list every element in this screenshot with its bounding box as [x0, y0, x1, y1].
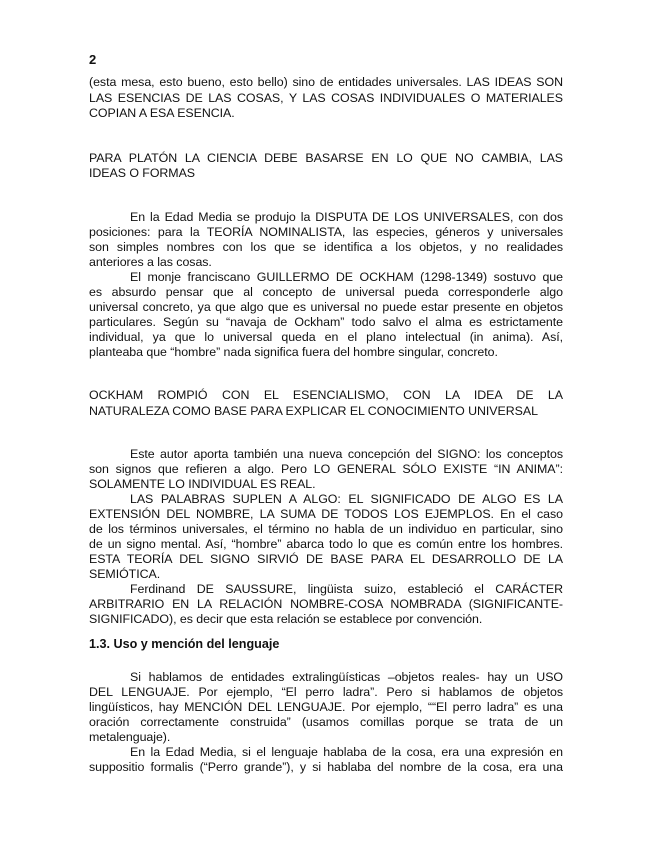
text-line: metalenguaje). — [89, 730, 171, 744]
text-line: PARA PLATÓN LA CIENCIA DEBE BASARSE EN LO QUE NO CAMBIA, LAS — [89, 151, 563, 165]
text-line: de un signo mental. Así, “hombre” abarca todo lo que es común entre los hombres. — [89, 537, 563, 551]
text-line: ARBITRARIO EN LA RELACIÓN NOMBRE-COSA NOMBRADA (SIGNIFICANTE- — [89, 597, 563, 611]
text-line: posiciones: para la TEORÍA NOMINALISTA, las especies, géneros y universales — [89, 225, 563, 239]
text-line: LAS PALABRAS SUPLEN A ALGO: EL SIGNIFICADO DE ALGO ES LA — [130, 492, 563, 506]
text-line: (esta mesa, esto bueno, esto bello) sino de entidades universales. LAS IDEAS SON — [89, 75, 563, 89]
text-line: EXTENSIÓN DEL NOMBRE, LA SUMA DE TODOS LOS EJEMPLOS. En el caso — [89, 507, 563, 521]
text-line: suppositio formalis (“Perro grande”), y si hablaba del nombre de la cosa, era una — [89, 760, 563, 774]
text-line: OCKHAM ROMPIÓ CON EL ESENCIALISMO, CON LA IDEA DE LA — [89, 388, 563, 402]
text-line: Si hablamos de entidades extralingüísticas –objetos reales- hay un USO — [130, 670, 563, 684]
text-line: de los términos universales, el término no habla de un individuo en particular, sino — [89, 522, 563, 536]
text-line: SOLAMENTE LO INDIVIDUAL ES REAL. — [89, 477, 316, 491]
text-line: son simples nombres con los que se identifica a los objetos, y no realidades — [89, 240, 563, 254]
text-line: En la Edad Media, si el lenguaje hablaba de la cosa, era una expresión en — [130, 745, 563, 759]
text-line: universal concreto, ya que algo que es universal no puede estar presente en objetos — [89, 300, 563, 314]
text-line: El monje franciscano GUILLERMO DE OCKHAM (1298-1349) sostuvo que — [130, 270, 563, 284]
page-number: 2 — [89, 52, 97, 67]
text-line: anteriores a las cosas. — [89, 255, 212, 269]
text-line: DEL LENGUAJE. Por ejemplo, “El perro ladra”. Pero si hablamos de objetos — [89, 685, 563, 699]
text-line: Ferdinand DE SAUSSURE, lingüista suizo, estableció el CARÁCTER — [130, 582, 563, 596]
text-line: SEMIÓTICA. — [89, 567, 161, 581]
text-line: son signos que refieren a algo. Pero LO GENERAL SÓLO EXISTE “IN ANIMA”: — [89, 462, 563, 476]
text-line: NATURALEZA COMO BASE PARA EXPLICAR EL CONOCIMIENTO UNIVERSAL — [89, 404, 538, 418]
text-line: COPIAN A ESA ESENCIA. — [89, 106, 235, 120]
text-line: es absurdo pensar que al concepto de universal pueda corresponderle algo — [89, 285, 563, 299]
text-line: oración correctamente construida” (usamos comillas porque se trata de un — [89, 715, 563, 729]
text-line: SIGNIFICADO), es decir que esta relación se establece por convención. — [89, 612, 483, 626]
text-line: individual, ya que lo universal queda en el plano intelectual (in anima). Así, — [89, 330, 563, 344]
text-line: lingüísticos, hay MENCIÓN DEL LENGUAJE. Por ejemplo, ““El perro ladra” es una — [89, 700, 563, 714]
text-line: particulares. Según su “navaja de Ockham” todo salvo el alma es estrictamente — [89, 315, 563, 329]
text-line: ESTA TEORÍA DEL SIGNO SIRVIÓ DE BASE PARA EL DESARROLLO DE LA — [89, 552, 563, 566]
section-heading: 1.3. Uso y mención del lenguaje — [89, 637, 280, 651]
text-line: planteaba que “hombre” nada significa fuera del hombre singular, concreto. — [89, 345, 498, 359]
text-line: LAS ESENCIAS DE LAS COSAS, Y LAS COSAS INDIVIDUALES O MATERIALES — [89, 91, 563, 105]
text-line: En la Edad Media se produjo la DISPUTA DE LOS UNIVERSALES, con dos — [130, 210, 563, 224]
text-line: Este autor aporta también una nueva concepción del SIGNO: los conceptos — [130, 447, 563, 461]
text-line: IDEAS O FORMAS — [89, 166, 196, 180]
